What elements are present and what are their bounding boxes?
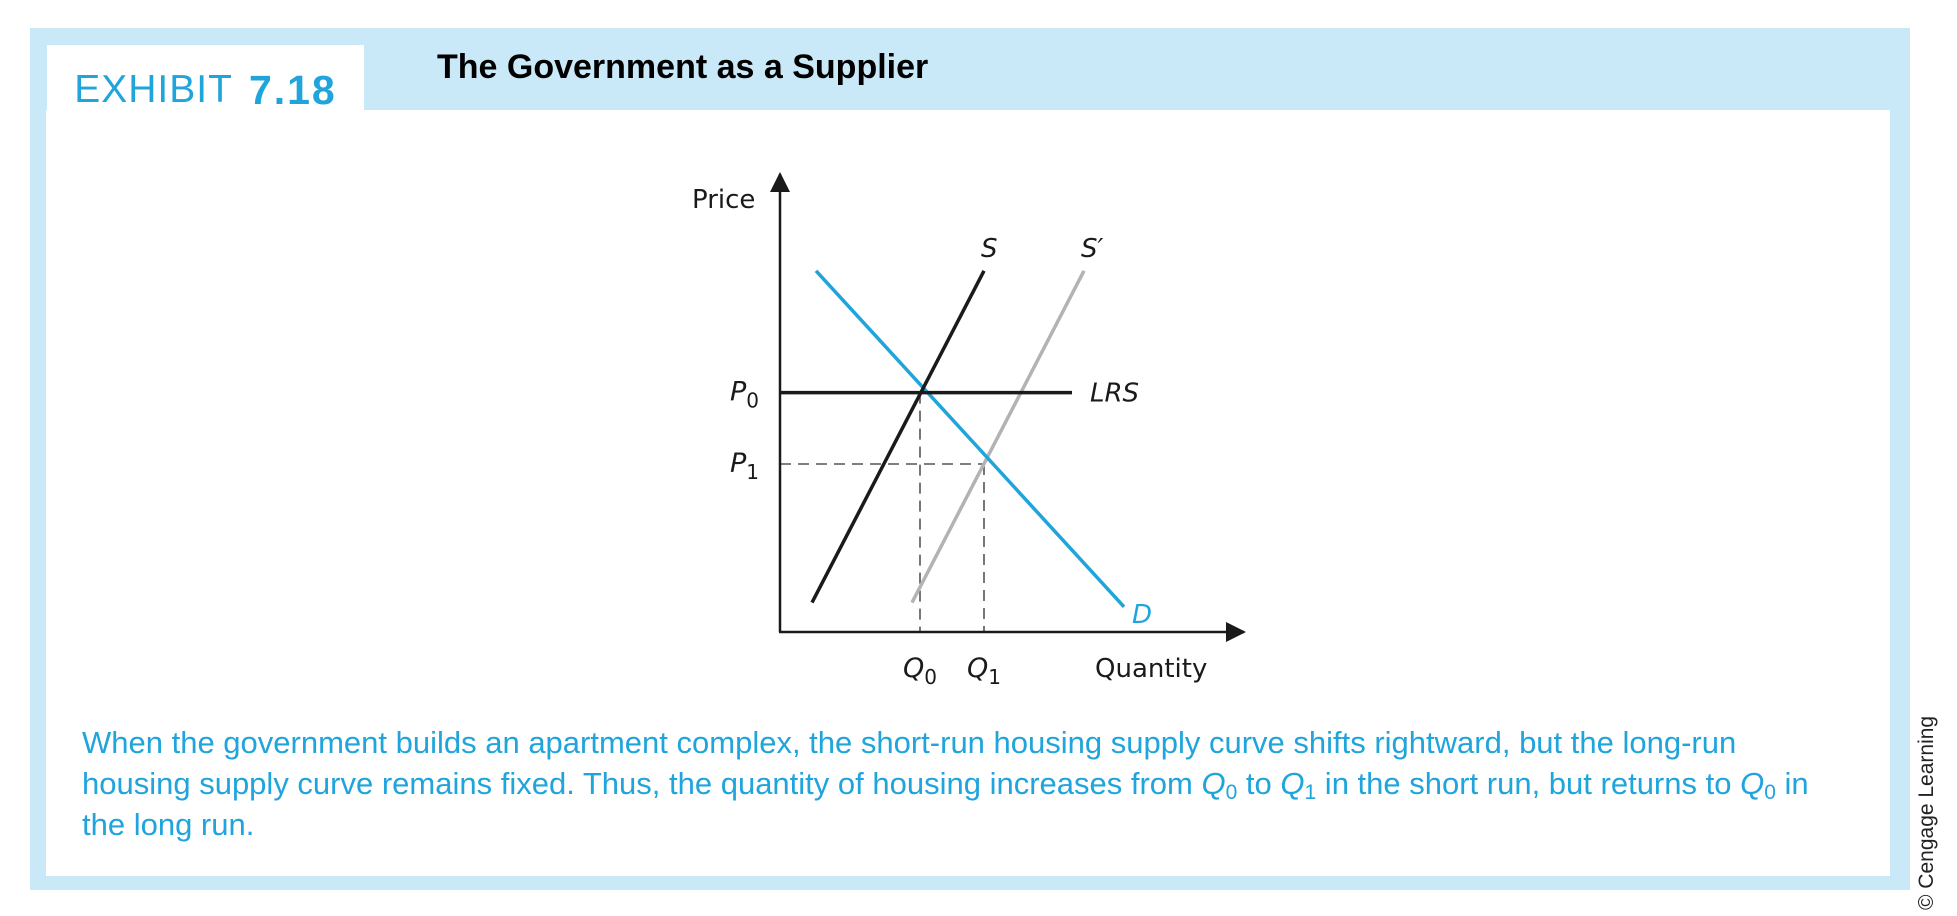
exhibit-title: The Government as a Supplier [437, 48, 929, 86]
credit-container [1912, 710, 1942, 910]
y-tick-label-0: $P_0$ [730, 376, 760, 413]
caption-text-1: When the government builds an apartment complex, the short-run housing supply curve shifts rightward, but the long-run housing supply curve remains fixed. Thus, the quantity of housing increases from [82, 725, 1737, 801]
caption-q0-return-subscript: 0 [1764, 781, 1776, 804]
y-axis-label: Price [692, 185, 756, 215]
x-tick-label-1: $Q_1$ [967, 653, 1001, 689]
caption-q1-subscript: 1 [1304, 781, 1317, 804]
exhibit-word: EXHIBIT [74, 68, 233, 111]
series-lines [780, 271, 1124, 607]
series-line-s-prime [912, 271, 1084, 603]
tick-labels [730, 377, 1001, 689]
series-line-s [812, 271, 984, 603]
caption-q0-symbol: Q [1201, 766, 1226, 801]
x-axis-label: Quantity [1095, 654, 1208, 684]
x-tick-label-0: $Q_0$ [903, 653, 937, 689]
y-tick-label-1: $P_1$ [730, 448, 760, 484]
exhibit-caption [82, 722, 1842, 845]
series-label-s: S [981, 233, 998, 264]
series-labels [981, 234, 1152, 630]
caption-q1-symbol: Q [1280, 766, 1305, 801]
series-label-s-prime: S′ [1081, 233, 1104, 264]
series-line-d [816, 271, 1124, 607]
caption-q0-subscript: 0 [1225, 781, 1238, 804]
caption-text-3: in the short run, but returns to [1316, 766, 1741, 801]
guide-lines [780, 393, 984, 632]
caption-q0-return-symbol: Q [1740, 766, 1765, 801]
copyright-credit: © Cengage Learning [1915, 715, 1938, 910]
exhibit-number: 7.18 [248, 66, 337, 113]
series-label-d: D [1132, 599, 1153, 630]
series-label-lrs: LRS [1090, 378, 1140, 409]
caption-text-2: to [1237, 766, 1281, 801]
caption-text-4: in the long run. [82, 766, 1809, 842]
